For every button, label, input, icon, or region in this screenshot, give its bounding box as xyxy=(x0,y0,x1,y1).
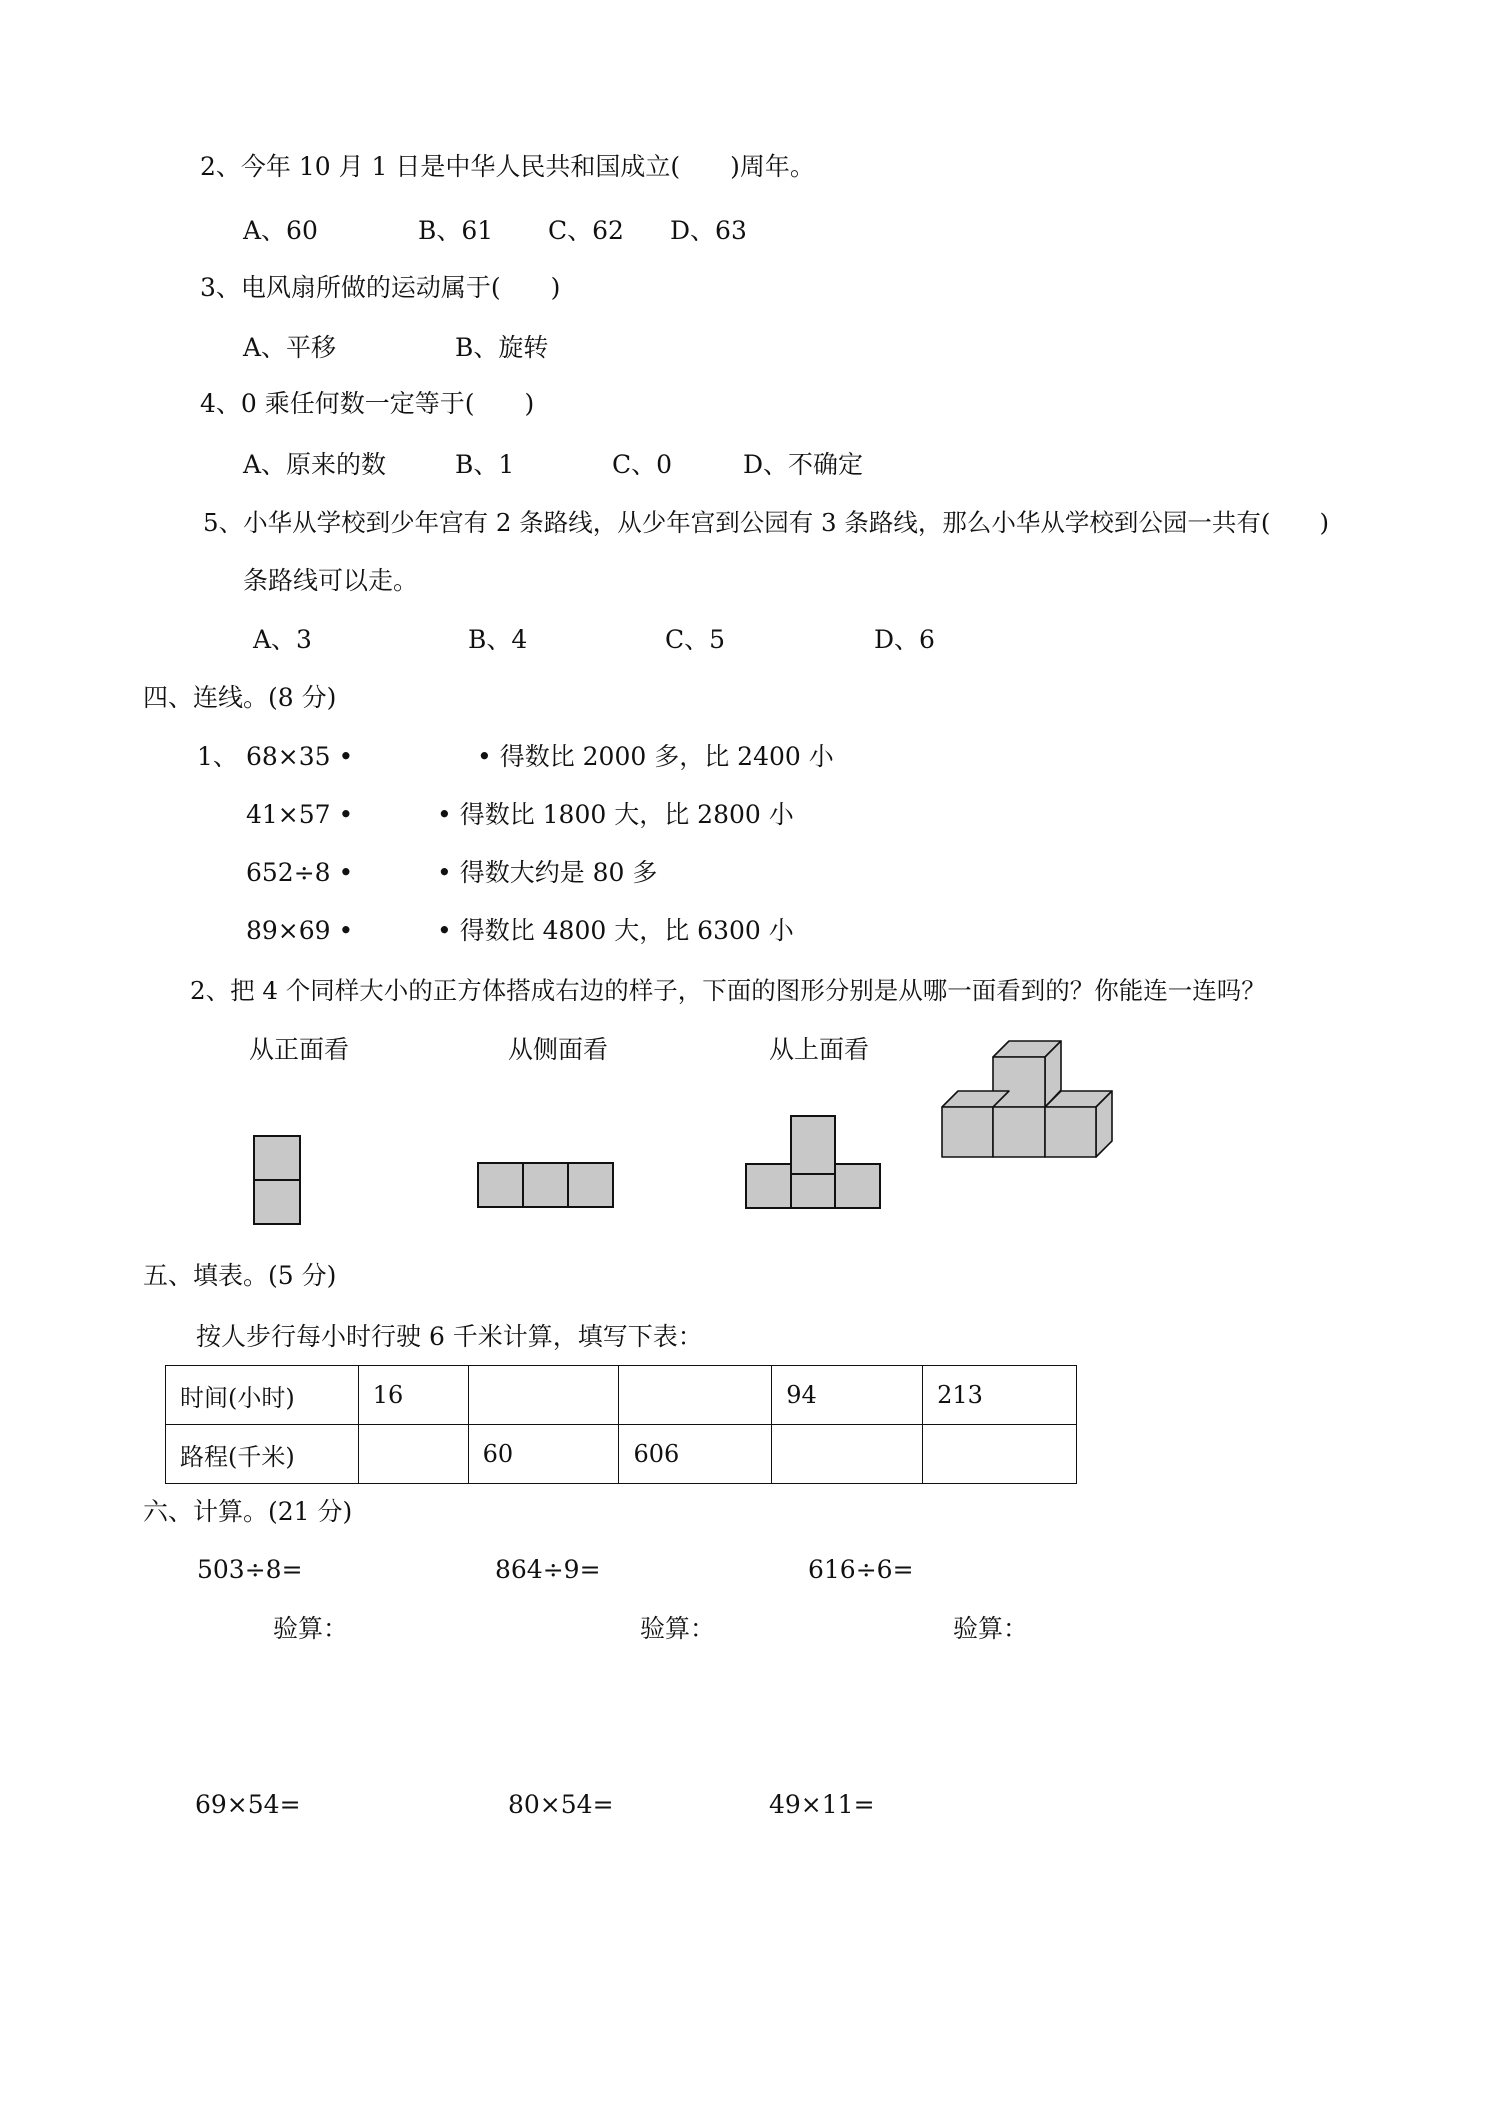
check-label-3: 验算： xyxy=(953,1614,1029,1643)
section-6-title: 六、计算。(21 分) xyxy=(143,1497,353,1526)
q3-option-b: B、旋转 xyxy=(455,333,549,362)
q5-option-d: D、6 xyxy=(874,625,935,654)
match-left-4: 89×69 • xyxy=(246,916,354,945)
q4-option-d: D、不确定 xyxy=(743,450,864,479)
match-left-1: 68×35 • xyxy=(246,742,354,771)
match-right-2: • 得数比 1800 大，比 2800 小 xyxy=(437,800,794,829)
view-label-front: 从正面看 xyxy=(249,1035,350,1064)
cube-arrangement-figure xyxy=(935,1035,1115,1165)
match-left-3: 652÷8 • xyxy=(246,858,354,887)
calc-2: 864÷9= xyxy=(495,1555,601,1584)
match-left-2: 41×57 • xyxy=(246,800,354,829)
section-4-title: 四、连线。(8 分) xyxy=(143,683,337,712)
question-5: 5、小华从学校到少年宫有 2 条路线，从少年宫到公园有 3 条路线，那么小华从学校到公园一共有( ) xyxy=(203,508,1330,537)
q3-option-a: A、平移 xyxy=(243,333,337,362)
table-cell: 时间(小时) xyxy=(166,1366,359,1425)
table-cell[interactable] xyxy=(619,1366,772,1425)
table-cell: 16 xyxy=(358,1366,468,1425)
table-instruction: 按人步行每小时行驶 6 千米计算，填写下表： xyxy=(196,1322,703,1351)
q2-option-c: C、62 xyxy=(548,216,624,245)
table-row xyxy=(166,1425,1077,1484)
table-cell: 60 xyxy=(468,1425,619,1484)
q5-option-a: A、3 xyxy=(253,625,312,654)
match-right-4: • 得数比 4800 大，比 6300 小 xyxy=(437,916,794,945)
calc-3: 616÷6= xyxy=(808,1555,914,1584)
section-5-title: 五、填表。(5 分) xyxy=(143,1261,337,1290)
calc-6: 49×11= xyxy=(769,1790,875,1819)
question-2: 2、今年 10 月 1 日是中华人民共和国成立( )周年。 xyxy=(200,152,815,181)
q4-option-a: A、原来的数 xyxy=(243,450,387,479)
calc-1: 503÷8= xyxy=(197,1555,303,1584)
q2-option-a: A、60 xyxy=(243,216,318,245)
match-right-3: • 得数大约是 80 多 xyxy=(437,858,658,887)
table-cell[interactable] xyxy=(358,1425,468,1484)
question-5-cont: 条路线可以走。 xyxy=(243,566,419,595)
check-label-1: 验算： xyxy=(273,1614,349,1643)
match-q2-text: 2、把 4 个同样大小的正方体搭成右边的样子，下面的图形分别是从哪一面看到的？你能连一连吗？ xyxy=(190,976,1266,1005)
q2-option-b: B、61 xyxy=(418,216,494,245)
match-q1-label: 1、 xyxy=(197,742,238,771)
check-label-2: 验算： xyxy=(640,1614,716,1643)
table-cell: 606 xyxy=(619,1425,772,1484)
table-cell[interactable] xyxy=(468,1366,619,1425)
calc-4: 69×54= xyxy=(195,1790,301,1819)
q5-option-b: B、4 xyxy=(468,625,528,654)
q4-option-b: B、1 xyxy=(455,450,515,479)
table-cell: 213 xyxy=(923,1366,1077,1425)
question-4: 4、0 乘任何数一定等于( ) xyxy=(200,389,535,418)
question-3: 3、电风扇所做的运动属于( ) xyxy=(200,273,561,302)
table-cell[interactable] xyxy=(923,1425,1077,1484)
table-row xyxy=(166,1366,1077,1425)
table-cell: 94 xyxy=(772,1366,923,1425)
table-cell[interactable] xyxy=(772,1425,923,1484)
view-label-top: 从上面看 xyxy=(769,1035,870,1064)
q4-option-c: C、0 xyxy=(612,450,673,479)
match-right-1: • 得数比 2000 多，比 2400 小 xyxy=(477,742,834,771)
calc-5: 80×54= xyxy=(508,1790,614,1819)
table-cell: 路程(千米) xyxy=(166,1425,359,1484)
view-label-side: 从侧面看 xyxy=(508,1035,609,1064)
q2-option-d: D、63 xyxy=(670,216,747,245)
distance-table xyxy=(165,1365,1077,1484)
q5-option-c: C、5 xyxy=(665,625,726,654)
